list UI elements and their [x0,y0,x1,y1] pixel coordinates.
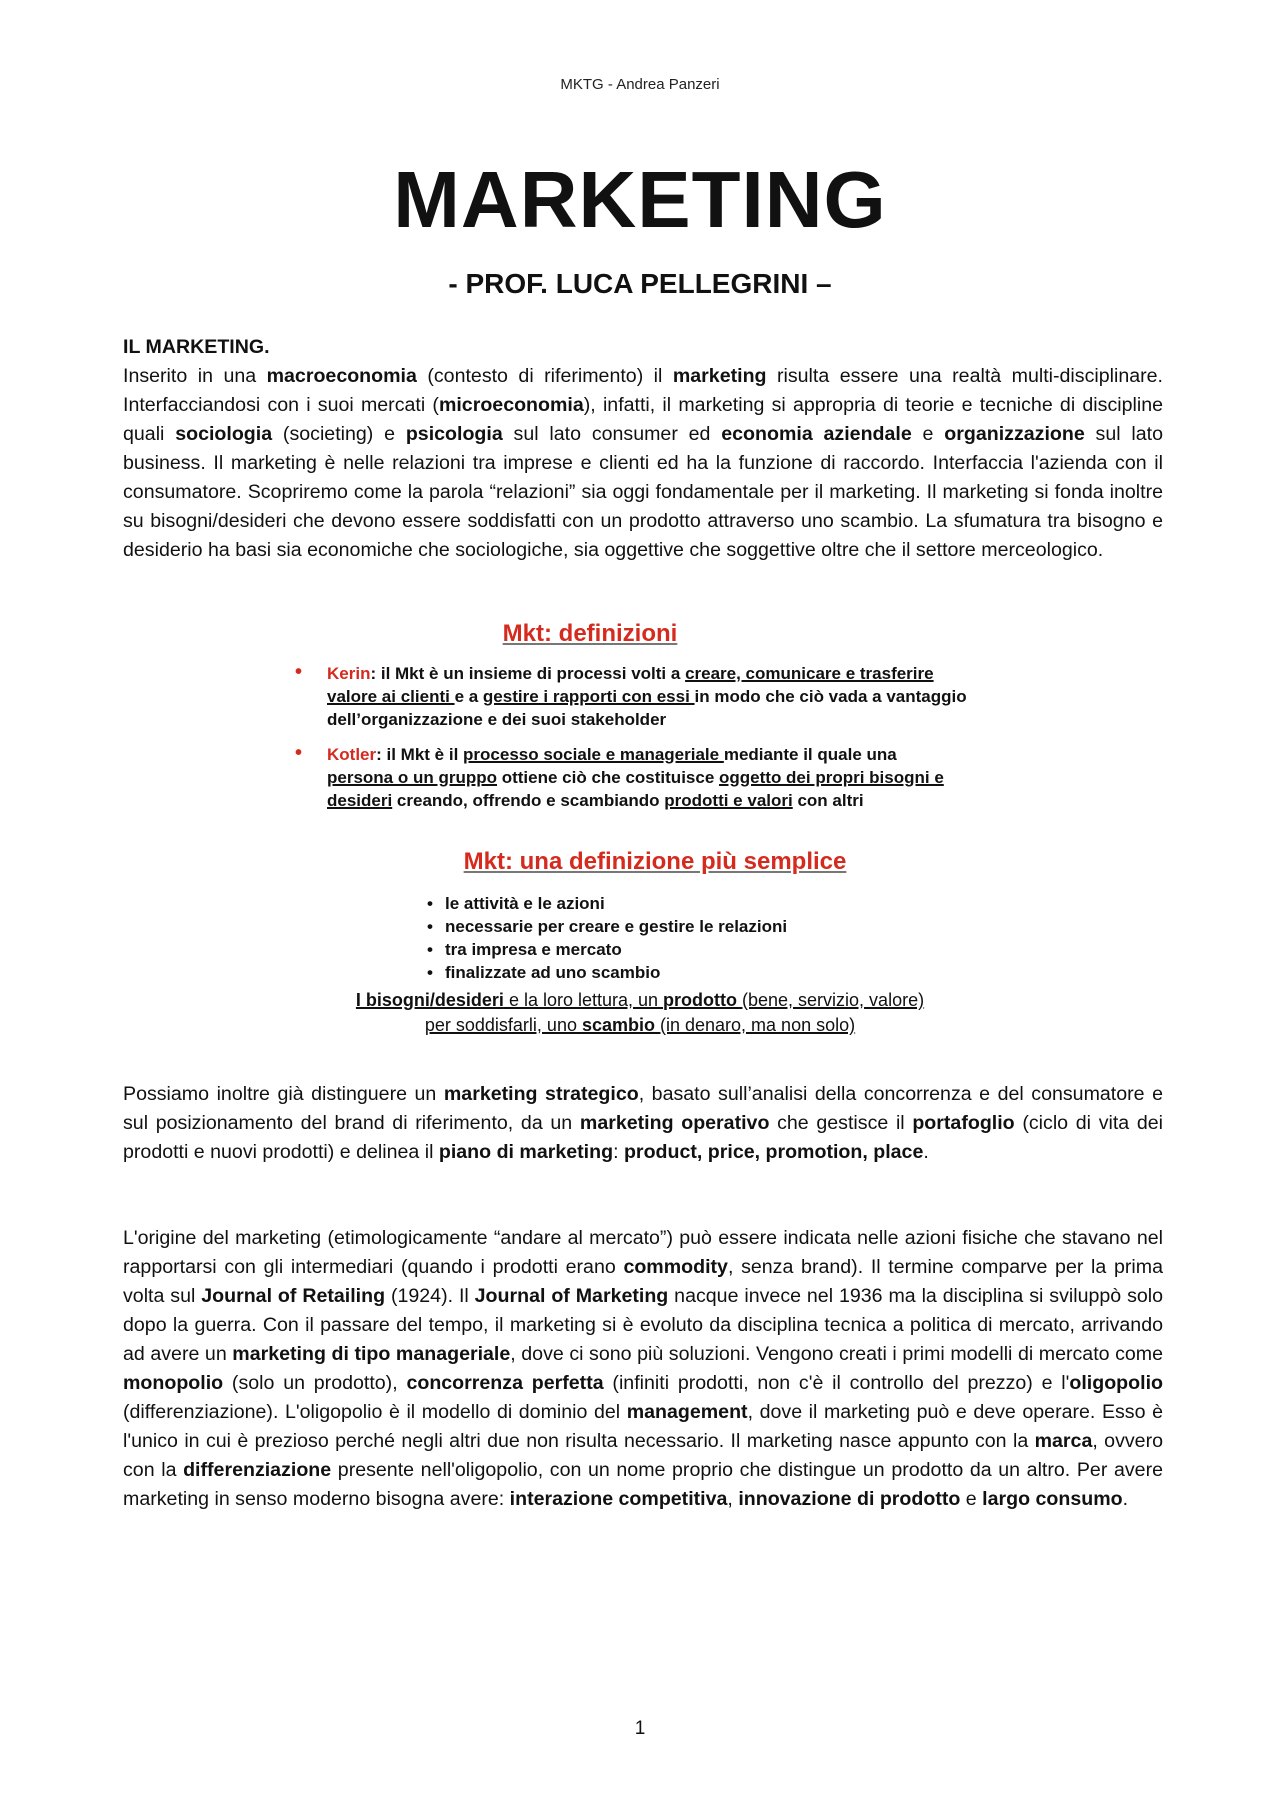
list-item: • tra impresa e mercato [427,938,787,961]
section-paragraph: Inserito in una macroeconomia (contesto di riferimento) il marketing risulta essere una realtà multi-disciplinare. Interfacciandosi con i suoi mercati (microeconomia), infatti, il marketing si appropria di teorie e tecniche di discipline quali sociologia (societing) e psicologia sul lato consumer ed economia aziendale e organizzazione sul lato business. Il marketing è nelle relazioni tra imprese e clienti ed ha la funzione di raccordo. Interfaccia l'azienda con il consumatore. Scopriremo come la parola “relazioni” sia oggi fondamentale per il marketing. Il marketing si fonda inoltre su bisogni/desideri che devono essere soddisfatti con un prodotto attraverso uno scambio. La sfumatura tra bisogno e desiderio ha basi sia economiche che sociologiche, sia oggettive che soggettive oltre che il settore merceologico. [123,365,1163,561]
list-item: • necessarie per creare e gestire le relazioni [427,915,787,938]
definition-kotler: • Kotler: il Mkt è il processo sociale e manageriale mediante il quale una persona o un gruppo ottiene ciò che costituisce oggetto dei propri bisogni e desideri creando, offrendo e scambiando prodotti e valori con altri [295,742,944,810]
list-item: • finalizzate ad uno scambio [427,961,787,984]
slide-title-definizione-semplice: Mkt: una definizione più semplice [463,848,847,875]
bullet-icon: • [295,742,303,764]
simple-definition-list [427,892,787,984]
section-heading: IL MARKETING. [123,336,270,358]
list-item: • le attività e le azioni [427,892,787,915]
document-title: MARKETING [393,155,887,244]
paragraph-origin-of-marketing: L'origine del marketing (etimologicamente “andare al mercato”) può essere indicata nelle azioni fisiche che stavano nel rapportarsi con gli intermediari (quando i prodotti erano commodity, senza brand). Il termine comparve per la prima volta sul Journal of Retailing (1924). Il Journal of Marketing nacque invece nel 1936 ma la disciplina si sviluppò solo dopo la guerra. Con il passare del tempo, il marketing si è evoluto da disciplina tecnica a politica di mercato, arrivando ad avere un marketing di tipo manageriale, dove ci sono più soluzioni. Vengono creati i primi modelli di mercato come monopolio (solo un prodotto), concorrenza perfetta (infiniti prodotti, non c'è il controllo del prezzo) e l'oligopolio (differenziazione). L'oligopolio è il modello di dominio del management, dove il marketing può e deve operare. Esso è l'unico in cui è prezioso perché negli altri due non risulta necessario. Il marketing nasce appunto con la marca, ovvero con la differenziazione presente nell'oligopolio, con un nome proprio che distingue un prodotto da un altro. Per avere marketing in senso moderno bisogna avere: interazione competitiva, innovazione di prodotto e largo consumo. [123,1227,1164,1510]
paragraph-strategic-operative: Possiamo inoltre già distinguere un marketing strategico, basato sull’analisi della concorrenza e del consumatore e sul posizionamento del brand di riferimento, da un marketing operativo che gestisce il portafoglio (ciclo di vita dei prodotti e nuovi prodotti) e delinea il piano di marketing: product, price, promotion, place. [123,1083,1164,1163]
definitions-slide-image [295,620,1015,1050]
slide-closing-text: I bisogni/desideri e la loro lettura, un prodotto (bene, servizio, valore) per soddisfarli, uno scambio (in denaro, ma non solo) [355,990,925,1035]
page-header: MKTG - Andrea Panzeri [560,76,720,93]
definition-kerin: • Kerin: il Mkt è un insieme di processi volti a creare, comunicare e trasferire valore ai clienti e a gestire i rapporti con essi in modo che ciò vada a vantaggio dell’organizzazione e dei suoi stakeholder [295,661,967,729]
section-il-marketing [123,333,1163,565]
bullet-icon: • [295,661,303,683]
slide-title-definizioni: Mkt: definizioni [502,620,678,647]
page-number: 1 [634,1718,646,1739]
document-subtitle: - PROF. LUCA PELLEGRINI – [448,268,832,299]
